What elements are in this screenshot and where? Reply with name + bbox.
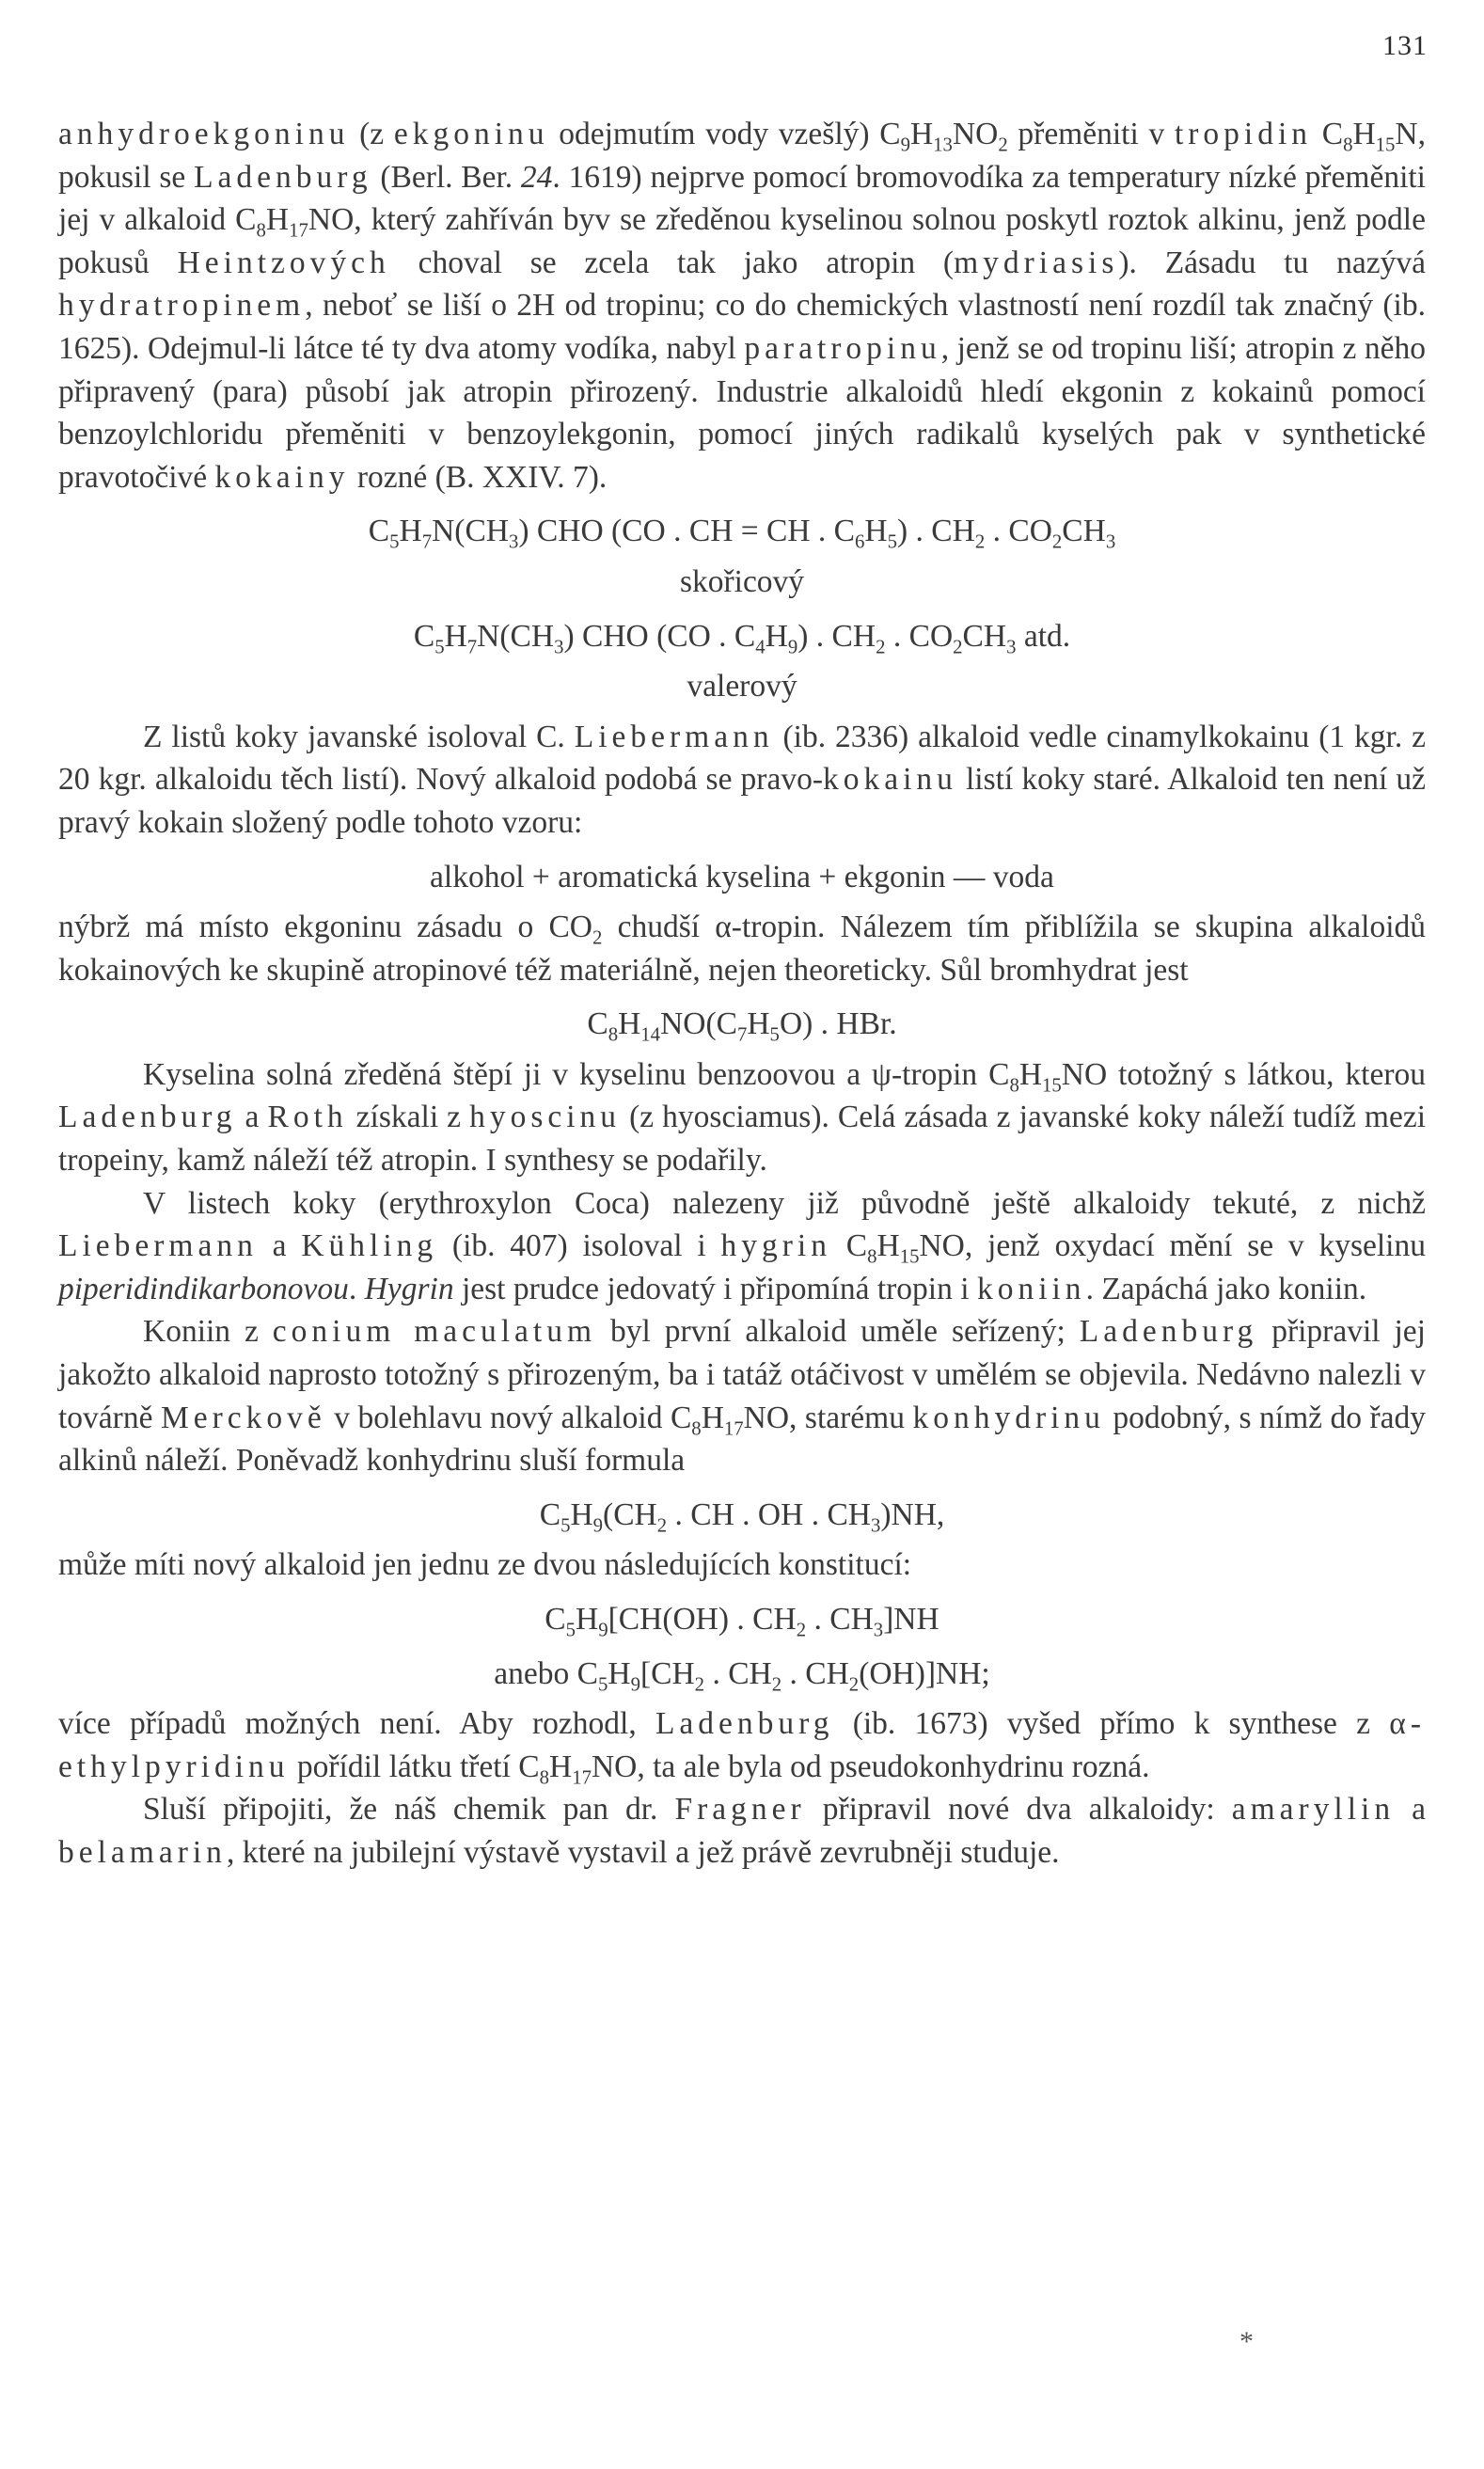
- text-run: atd.: [1016, 618, 1071, 654]
- text-run: , neboť se liší o 2H od tropinu; co do chemických vlastností není rozdíl tak značný (ib. 1625). Odejmul-li látce té ty dva atomy vodíka, nabyl: [58, 288, 1426, 366]
- spaced-term: Merckově: [160, 1400, 326, 1435]
- spaced-term: hygrin: [720, 1228, 831, 1264]
- text-run: H: [570, 1496, 593, 1532]
- text-run: H: [618, 1006, 641, 1042]
- text-run: a: [236, 1100, 268, 1135]
- subscript: 8: [691, 1417, 702, 1440]
- text-run: H: [876, 1228, 900, 1264]
- text-run: Sluší připojiti, že náš chemik pan dr.: [143, 1792, 675, 1828]
- body-paragraph: [58, 716, 1426, 845]
- spaced-term: Kühling: [301, 1228, 438, 1264]
- text-run: . 1619) nejprve pomocí bromovodíka za temperatury nízké přeměniti jej v alkaloid C: [58, 159, 1426, 238]
- body-paragraph: [58, 1788, 1426, 1874]
- text-run: NO, starému: [743, 1400, 913, 1435]
- spaced-term: mydriasis: [954, 245, 1119, 280]
- text-run: H: [444, 618, 467, 654]
- text-run: ]NH: [883, 1602, 939, 1637]
- text-run: a: [257, 1228, 302, 1264]
- spaced-term: Ladenburg: [655, 1706, 834, 1742]
- spaced-term: Ladenburg: [58, 1100, 237, 1135]
- text-run: nýbrž má místo ekgoninu zásadu o CO: [58, 910, 592, 945]
- subscript: 2: [974, 531, 986, 554]
- text-run: alkohol + aromatická kyselina + ekgonin — voda: [430, 859, 1054, 894]
- text-run: a: [1395, 1792, 1426, 1828]
- italic-term: 24: [520, 159, 553, 195]
- text-run: [CH: [639, 1655, 695, 1691]
- text-run: , jenž se od tropinu liší; atropin z něho připravený (para) působí jak atropin přirozený. Industrie alkaloidů hledí ekgonin z kokainů pomocí benzoylchloridu přeměniti v benzoylekgonin, pomocí jiných radikalů kyselých pak v synthetické pravotočivé: [58, 330, 1426, 495]
- italic-term: piperidindikarbonovou: [58, 1271, 349, 1306]
- text-run: (ib. 407) isoloval i: [437, 1228, 721, 1264]
- text-run: valerový: [687, 669, 797, 704]
- text-run: (ib. 2336) alkaloid vedle cinamylkokainu (1 kgr. z 20 kgr. alkaloidu těch listí). Nový alkaloid podobá se pravo-: [58, 719, 1427, 798]
- subscript: 15: [1042, 1074, 1062, 1097]
- body-paragraph: [58, 1053, 1426, 1182]
- spaced-term: belamarin: [58, 1834, 227, 1870]
- body-paragraph: [58, 906, 1426, 991]
- subscript: 8: [1343, 134, 1353, 156]
- text-run: H: [765, 618, 788, 654]
- text-run: C: [539, 1496, 561, 1532]
- text-run: připravil jej jakožto alkaloid naprosto totožný s přirozeným, ba i tatáž otáčivost v umělém se objevila. Nedávno nalezli v továrně: [58, 1314, 1426, 1435]
- text-run: získali z: [347, 1100, 470, 1135]
- subscript: 2: [771, 1673, 782, 1696]
- spaced-term: paratropinu: [744, 330, 941, 366]
- text-run: pořídil látku třetí C: [289, 1749, 540, 1784]
- text-run: Koniin z: [143, 1314, 273, 1350]
- text-run: )NH,: [880, 1496, 945, 1532]
- chemical-formula: [58, 615, 1426, 658]
- text-run: připravil nové dva alkaloidy:: [805, 1792, 1232, 1828]
- text-run: ). Zásadu tu nazývá: [1118, 245, 1426, 280]
- subscript: 17: [572, 1766, 592, 1789]
- chemical-formula: [58, 510, 1426, 553]
- text-run: byl první alkaloid uměle seřízený;: [596, 1314, 1080, 1350]
- text-run: (z hyosciamus). Celá zásada z javanské koky náleží tudíž mezi tropeiny, kamž náleží též atropin. I synthesy se podařily.: [58, 1100, 1427, 1179]
- text-run: O) . HBr.: [779, 1006, 897, 1042]
- text-run: H: [1018, 1056, 1043, 1092]
- text-run: (ib. 1673) vyšed přímo k synthese z: [833, 1706, 1390, 1742]
- spaced-term: hyoscinu: [469, 1100, 622, 1135]
- text-run: . CO: [985, 514, 1052, 549]
- text-run: .: [348, 1271, 365, 1306]
- spaced-term: hydratropinem: [58, 288, 306, 324]
- spaced-term: conium maculatum: [272, 1314, 597, 1350]
- text-run: C: [1312, 117, 1344, 151]
- chemical-formula: [58, 1598, 1426, 1641]
- subscript: 8: [256, 219, 266, 242]
- subscript: 8: [608, 1023, 619, 1046]
- text-run: H: [1352, 117, 1376, 151]
- text-run: C: [545, 1602, 566, 1637]
- text-run: může míti nový alkaloid jen jednu ze dvou následujících konstitucí:: [58, 1547, 912, 1583]
- subscript: 7: [421, 531, 433, 554]
- text-run: (z: [349, 117, 394, 151]
- text-run: NO totožný s látkou, kterou: [1061, 1056, 1426, 1092]
- page-number: 131: [1382, 30, 1428, 61]
- text-run: (Berl. Ber.: [371, 159, 521, 195]
- subscript: 2: [998, 134, 1008, 156]
- text-run: , které na jubilejní výstavě vystavil a jež právě zevrubněji studuje.: [226, 1834, 1060, 1870]
- text-run: přeměniti v: [1007, 117, 1175, 151]
- text-run: CH: [962, 618, 1007, 654]
- text-run: odejmutím vody vzešlý) C: [548, 117, 901, 151]
- subscript: 8: [867, 1245, 877, 1268]
- subscript: 2: [592, 926, 603, 949]
- text-run: choval se zcela tak jako atropin (: [389, 245, 955, 280]
- text-run: NO(C: [660, 1006, 737, 1042]
- spaced-term: konhydrinu: [912, 1400, 1105, 1435]
- subscript: 4: [755, 636, 766, 658]
- text-run: CH: [1062, 514, 1106, 549]
- subscript: 3: [1105, 531, 1116, 554]
- text-run: H: [864, 514, 888, 549]
- text-run: H: [549, 1749, 573, 1784]
- text-run: ) . CH: [797, 618, 876, 654]
- subscript: 2: [848, 1673, 860, 1696]
- subscript: 2: [953, 636, 963, 658]
- subscript: 17: [723, 1417, 744, 1440]
- subscript: 5: [560, 1514, 571, 1537]
- subscript: 9: [900, 134, 910, 156]
- text-run: H: [265, 202, 290, 238]
- page-body: [58, 113, 1426, 1875]
- subscript: 2: [694, 1673, 705, 1696]
- text-run: H: [747, 1006, 770, 1042]
- italic-term: Hygrin: [364, 1271, 454, 1306]
- text-run: [CH(OH) . CH: [608, 1602, 797, 1637]
- text-run: C: [368, 514, 390, 549]
- subscript: 6: [855, 531, 865, 554]
- subscript: 5: [769, 1023, 780, 1046]
- text-run: Kyselina solná zředěná štěpí ji v kyselinu benzoovou a ψ-tropin C: [143, 1056, 1010, 1092]
- subscript: 5: [434, 636, 445, 658]
- text-run: podobný, s nímž do řady alkinů náleží. Poněvadž konhydrinu sluší formula: [58, 1400, 1427, 1479]
- chemical-formula: [58, 1494, 1426, 1537]
- subscript: 15: [899, 1245, 920, 1268]
- chemical-formula: [58, 856, 1426, 899]
- subscript: 7: [466, 636, 478, 658]
- text-run: N(CH: [477, 618, 555, 654]
- text-run: skořicový: [679, 563, 805, 599]
- text-run: . CH: [806, 1602, 874, 1637]
- spaced-term: kokainy: [214, 459, 350, 495]
- spaced-term: amaryllin: [1231, 1792, 1396, 1828]
- text-run: N, pokusil se: [58, 117, 1426, 195]
- subscript: 3: [870, 1514, 881, 1537]
- body-paragraph: [58, 1543, 1426, 1587]
- subscript: 14: [640, 1023, 661, 1046]
- subscript: 3: [509, 531, 519, 554]
- spaced-term: ekgoninu: [393, 117, 549, 151]
- text-run: H: [576, 1602, 599, 1637]
- subscript: 9: [630, 1673, 640, 1696]
- text-run: H: [701, 1400, 724, 1435]
- text-run: ) CHO (CO . C: [563, 618, 756, 654]
- text-run: N(CH: [432, 514, 509, 549]
- spaced-term: tropidin: [1174, 117, 1313, 151]
- text-run: listí koky staré. Alkaloid ten není už pravý kokain složený podle tohoto vzoru:: [58, 762, 1426, 840]
- text-run: anebo C: [494, 1655, 598, 1691]
- spaced-term: Liebermann: [574, 719, 774, 754]
- subscript: 3: [1006, 636, 1017, 658]
- text-run: . Zapáchá jako koniin.: [1085, 1271, 1367, 1306]
- text-run: . CH: [781, 1655, 849, 1691]
- spaced-term: α-ethylpyridinu: [58, 1706, 1426, 1784]
- text-run: (CH: [603, 1496, 657, 1532]
- subscript: 9: [787, 636, 798, 658]
- subscript: 9: [598, 1619, 608, 1641]
- text-run: (OH)]NH;: [859, 1655, 990, 1691]
- text-run: rozné (B. XXIV. 7).: [349, 459, 608, 495]
- spaced-term: Roth: [267, 1100, 348, 1135]
- text-run: více případů možných není. Aby rozhodl,: [58, 1706, 655, 1742]
- text-run: V listech koky (erythroxylon Coca) nalezeny již původně ještě alkaloidy tekuté, z nichž: [143, 1185, 1426, 1221]
- text-run: H: [399, 514, 422, 549]
- spaced-term: Fragner: [674, 1792, 806, 1828]
- text-run: NO, jenž oxydací mění se v kyselinu: [919, 1228, 1426, 1264]
- text-run: H: [608, 1655, 631, 1691]
- body-paragraph: [58, 113, 1426, 499]
- text-run: NO, který zahříván byv se zředěnou kyselinou solnou poskytl roztok alkinu, jenž podle pokusů: [58, 202, 1426, 280]
- text-run: ) . CH: [897, 514, 975, 549]
- subscript: 8: [1009, 1074, 1019, 1097]
- chemical-formula: [58, 1003, 1426, 1046]
- spaced-term: koniin: [976, 1271, 1086, 1306]
- body-paragraph: [58, 1182, 1426, 1311]
- text-run: . CH: [704, 1655, 772, 1691]
- text-run: C: [587, 1006, 608, 1042]
- subscript: 5: [597, 1673, 608, 1696]
- subscript: 9: [592, 1514, 604, 1537]
- subscript: 3: [873, 1619, 884, 1641]
- spaced-term: Ladenburg: [194, 159, 372, 195]
- subscript: 5: [389, 531, 400, 554]
- formula-caption: [58, 561, 1426, 604]
- subscript: 15: [1375, 134, 1396, 156]
- body-paragraph: [58, 1310, 1426, 1481]
- text-run: . CH . OH . CH: [667, 1496, 871, 1532]
- text-run: jest prudce jedovatý i připomíná tropin i: [453, 1271, 977, 1306]
- subscript: 3: [554, 636, 564, 658]
- subscript: 8: [539, 1766, 550, 1789]
- text-run: C: [830, 1228, 868, 1264]
- text-run: v bolehlavu nový alkaloid C: [325, 1400, 692, 1435]
- text-run: NO: [952, 117, 999, 151]
- subscript: 13: [933, 134, 953, 156]
- footer-asterisk: *: [1239, 2326, 1254, 2357]
- spaced-term: Heintzových: [177, 245, 390, 280]
- subscript: 7: [736, 1023, 748, 1046]
- spaced-term: Ladenburg: [1079, 1314, 1258, 1350]
- text-run: chudší α-tropin. Nálezem tím přiblížila se skupina alkaloidů kokainových ke skupině atropinové též materiálně, nejen theoreticky. Sůl bromhydrat jest: [58, 910, 1426, 988]
- subscript: 2: [796, 1619, 807, 1641]
- text-run: . CO: [885, 618, 954, 654]
- body-paragraph: [58, 1702, 1426, 1788]
- spaced-term: Liebermann: [58, 1228, 258, 1264]
- text-run: C: [413, 618, 435, 654]
- subscript: 2: [1051, 531, 1063, 554]
- formula-caption: [58, 665, 1426, 708]
- text-run: Z listů koky javanské isoloval C.: [143, 719, 575, 754]
- text-run: ) CHO (CO . CH = CH . C: [518, 514, 856, 549]
- chemical-formula: [58, 1653, 1426, 1696]
- subscript: 2: [656, 1514, 668, 1537]
- text-run: NO, ta ale byla od pseudokonhydrinu rozná.: [591, 1749, 1150, 1784]
- text-run: H: [909, 117, 934, 151]
- spaced-term: kokainu: [822, 762, 957, 798]
- subscript: 17: [289, 219, 308, 242]
- subscript: 5: [565, 1619, 576, 1641]
- subscript: 2: [876, 636, 886, 658]
- spaced-term: anhydroekgoninu: [58, 117, 350, 151]
- subscript: 5: [887, 531, 898, 554]
